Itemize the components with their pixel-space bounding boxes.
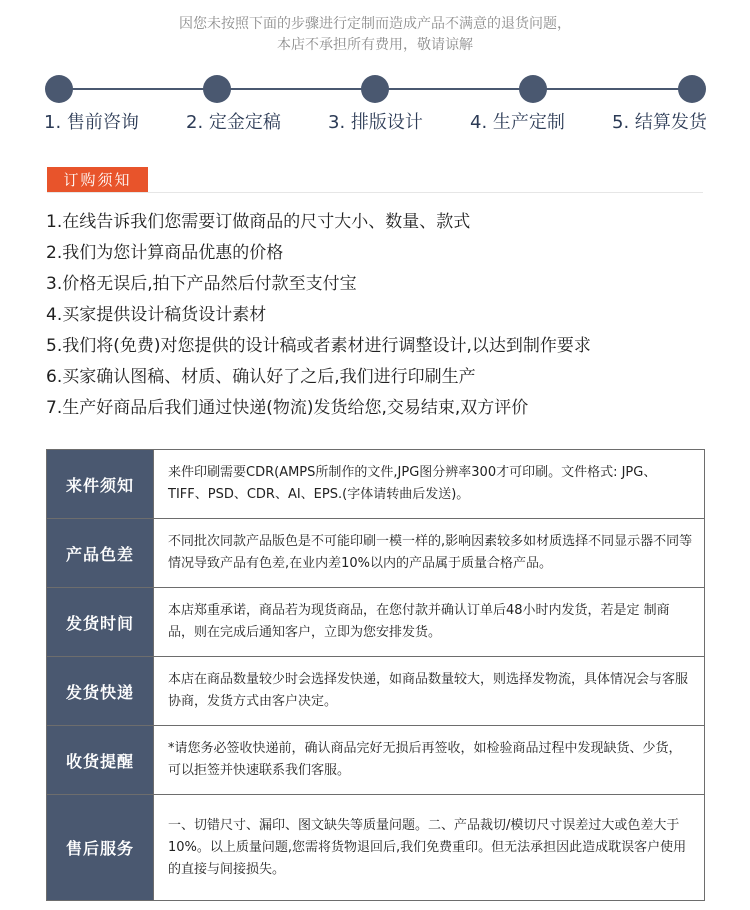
table-row (47, 588, 705, 657)
table-row (47, 657, 705, 726)
step-dot-icon (361, 75, 389, 103)
row-text: *请您务必签收快递前，确认商品完好无损后再签收，如检验商品过程中发现缺货、少货，可以拒签并快速联系我们客服。 (154, 726, 705, 795)
row-text: 不同批次同款产品版色是不可能印刷一模一样的,影响因素较多如材质选择不同显示器不同等情况导致产品有色差,在业内差10%以内的产品属于质量合格产品。 (154, 519, 705, 588)
step-label: 3. 排版设计 (328, 112, 423, 133)
table-row (47, 726, 705, 795)
row-text: 来件印刷需要CDR(AMPS所制作的文件,JPG图分辨率300才可印刷。文件格式: JPG、TIFF、PSD、CDR、AI、EPS.(字体请转曲后发送)。 (154, 450, 705, 519)
step-dot-icon (519, 75, 547, 103)
step-label: 2. 定金定稿 (186, 112, 281, 133)
list-item: 6.买家确认图稿、材质、确认好了之后,我们进行印刷生产 (46, 367, 476, 387)
step-dot-icon (203, 75, 231, 103)
info-table (46, 449, 705, 901)
table-row (47, 795, 705, 901)
row-heading: 收货提醒 (47, 726, 154, 795)
section-divider (47, 192, 703, 193)
list-item: 4.买家提供设计稿货设计素材 (46, 305, 267, 325)
notice (0, 14, 750, 56)
step-dot-icon (45, 75, 73, 103)
step-dot-icon (678, 75, 706, 103)
list-item: 3.价格无误后,拍下产品然后付款至支付宝 (46, 274, 357, 294)
row-heading: 售后服务 (47, 795, 154, 901)
list-item: 7.生产好商品后我们通过快递(物流)发货给您,交易结束,双方评价 (46, 398, 529, 418)
section-title: 订购须知 (47, 167, 148, 193)
step-label: 4. 生产定制 (470, 112, 565, 133)
row-heading: 发货时间 (47, 588, 154, 657)
row-heading: 来件须知 (47, 450, 154, 519)
row-heading: 产品色差 (47, 519, 154, 588)
table-row (47, 450, 705, 519)
row-text: 本店在商品数量较少时会选择发快递，如商品数量较大，则选择发物流，具体情况会与客服协商，发货方式由客户决定。 (154, 657, 705, 726)
list-item: 1.在线告诉我们您需要订做商品的尺寸大小、数量、款式 (46, 212, 471, 232)
step-label: 1. 售前咨询 (44, 112, 139, 133)
row-text: 本店郑重承诺，商品若为现货商品，在您付款并确认订单后48小时内发货，若是定 制商品，则在完成后通知客户，立即为您安排发货。 (154, 588, 705, 657)
list-item: 2.我们为您计算商品优惠的价格 (46, 243, 284, 263)
row-text: 一、切错尺寸、漏印、图文缺失等质量问题。二、产品裁切/模切尺寸误差过大或色差大于10%。以上质量问题,您需将货物退回后,我们免费重印。但无法承担因此造成耽误客户使用的直接与间接损失。 (154, 795, 705, 901)
row-heading: 发货快递 (47, 657, 154, 726)
instruction-list (46, 207, 591, 424)
step-label: 5. 结算发货 (612, 112, 707, 133)
notice-line-2: 本店不承担所有费用，敬请谅解 (277, 37, 473, 53)
list-item: 5.我们将(免费)对您提供的设计稿或者素材进行调整设计,以达到制作要求 (46, 336, 591, 356)
process-steps (0, 72, 750, 142)
notice-line-1: 因您未按照下面的步骤进行定制而造成产品不满意的退货问题， (179, 16, 571, 32)
table-row (47, 519, 705, 588)
